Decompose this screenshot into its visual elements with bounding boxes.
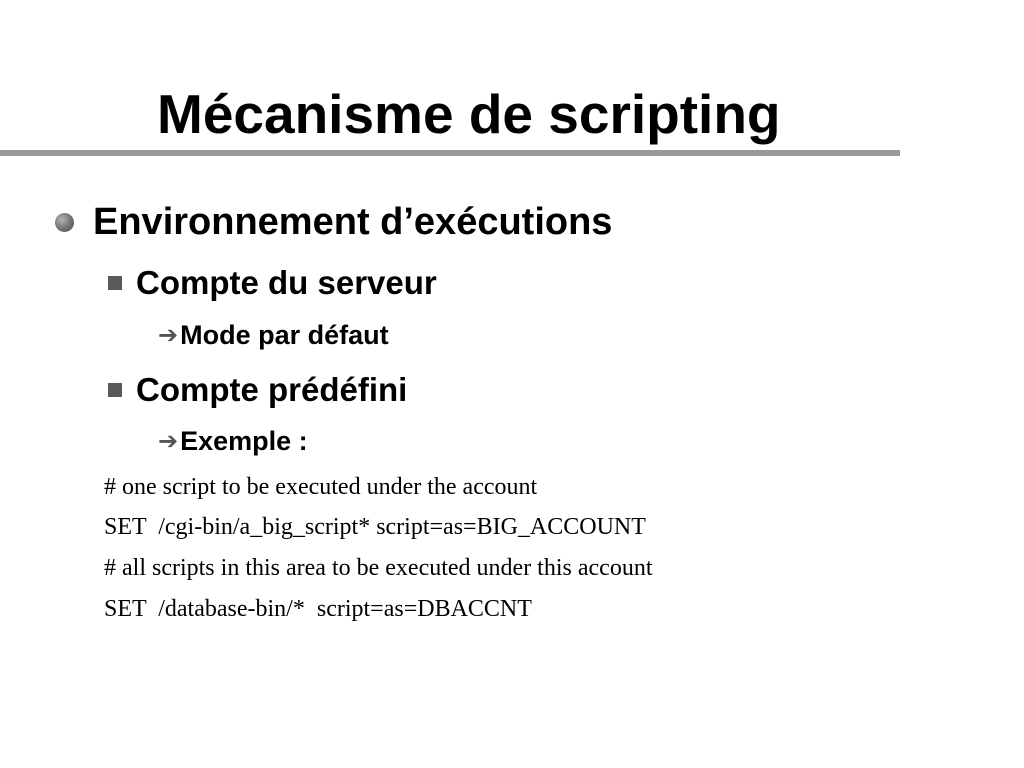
sub-bullet-text: Mode par défaut (180, 320, 389, 350)
sub-bullet-mode-defaut (158, 318, 389, 352)
title-underline (0, 150, 900, 156)
code-line: SET /cgi-bin/a_big_script* script=as=BIG_ACCOUNT (104, 514, 646, 540)
square-bullet-icon (108, 276, 122, 290)
bullet-compte-predefini (108, 370, 407, 410)
slide-title: Mécanisme de scripting (157, 83, 781, 145)
bullet-compte-serveur (108, 263, 437, 303)
code-line: SET /database-bin/* script=as=DBACCNT (104, 596, 532, 622)
code-line: # all scripts in this area to be executed under this account (104, 555, 653, 581)
bullet-environnement (55, 200, 612, 244)
sub-bullet-exemple (158, 424, 308, 458)
circle-bullet-icon (55, 213, 74, 232)
sub-bullet-text: Exemple : (180, 426, 308, 456)
bullet-text: Compte prédéfini (136, 371, 408, 408)
arrow-right-icon: ➔ (158, 427, 179, 455)
bullet-text: Compte du serveur (136, 264, 437, 301)
bullet-text: Environnement d’exécutions (93, 201, 613, 243)
square-bullet-icon (108, 383, 122, 397)
code-line: # one script to be executed under the account (104, 474, 538, 500)
arrow-right-icon: ➔ (158, 321, 179, 349)
